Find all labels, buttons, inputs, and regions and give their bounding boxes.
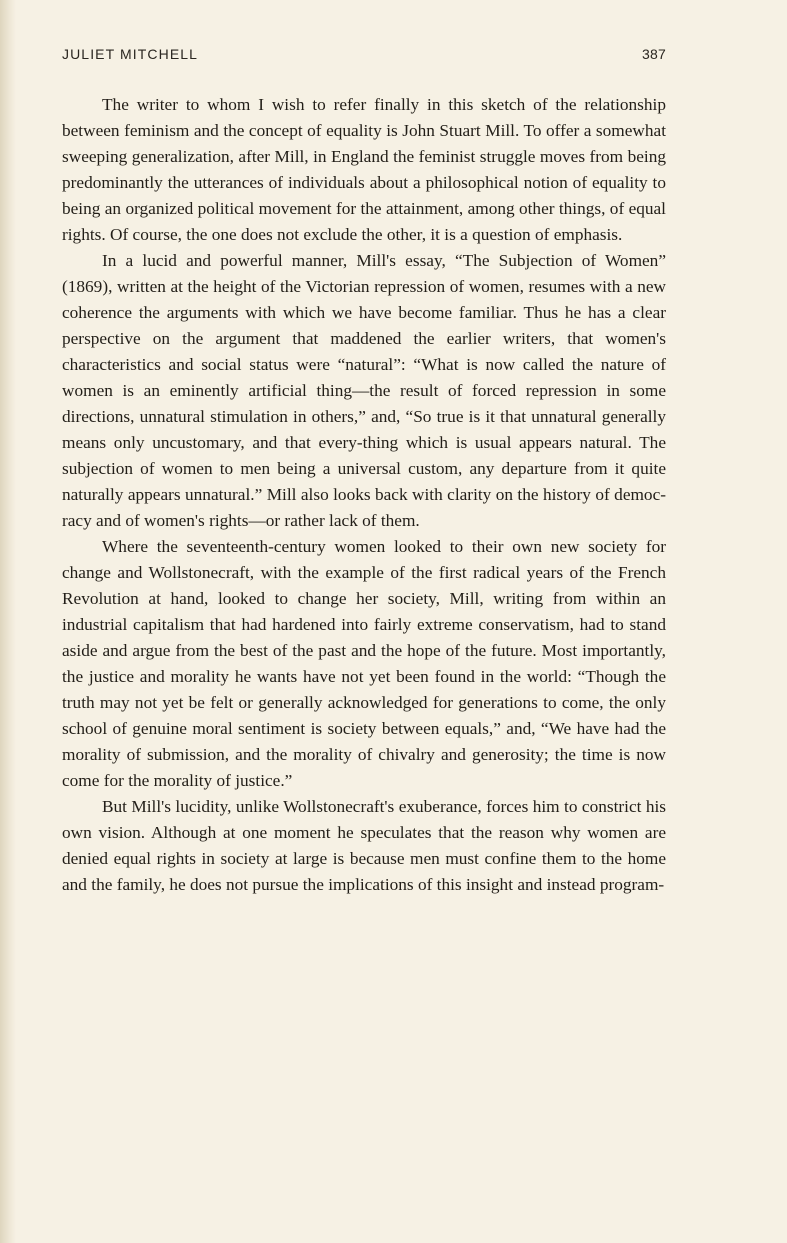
- paragraph: Where the seventeenth-century women looked to their own new society for change and Wollstonecraft, with the example of the first radical years of the French Revolution at hand, looked to change her society, Mill, writing from within an industrial capitalism that had hardened into fairly extreme conservatism, had to stand aside and argue from the best of the past and the hope of the future. Most importantly, the justice and morality he wants have not yet been found in the world: “Though the truth may not yet be felt or generally acknowledged for generations to come, the only school of genuine moral sentiment is society between equals,” and, “We have had the morality of submission, and the morality of chivalry and generosity; the time is now come for the morality of justice.”: [62, 537, 666, 790]
- paragraph: But Mill's lucidity, unlike Wollstonecraft's exuberance, forces him to constrict his own vision. Although at one moment he speculates that the reason why women are denied equal rights in society at large is because men must confine them to the home and the family, he does not pursue the implications of this insight and instead program-: [62, 797, 666, 894]
- page-number: 387: [642, 46, 666, 62]
- paragraph: The writer to whom I wish to refer finally in this sketch of the relationship between feminism and the concept of equality is John Stuart Mill. To offer a somewhat sweeping generalization, after Mill, in England the feminist struggle moves from being predominantly the utterances of individuals about a philosophical notion of equality to being an organized political movement for the attainment, among other things, of equal rights. Of course, the one does not exclude the other, it is a question of emphasis.: [62, 95, 666, 244]
- paragraph: In a lucid and powerful manner, Mill's essay, “The Subjection of Women” (1869), written at the height of the Victorian repression of women, resumes with a new coherence the arguments with which we have become familiar. Thus he has a clear perspective on the argument that maddened the earlier writers, that women's characteristics and social status were “natural”: “What is now called the nature of women is an eminently artificial thing—the result of forced repression in some directions, unnatural stimulation in others,” and, “So true is it that unnatural generally means only uncustomary, and that every-thing which is usual appears natural. The subjection of women to men being a universal custom, any departure from it quite naturally appears unnatural.” Mill also looks back with clarity on the history of democ-racy and of women's rights—or rather lack of them.: [62, 251, 666, 530]
- running-head-author: JULIET MITCHELL: [62, 46, 199, 62]
- running-head: [62, 46, 666, 66]
- body-text: [62, 92, 666, 898]
